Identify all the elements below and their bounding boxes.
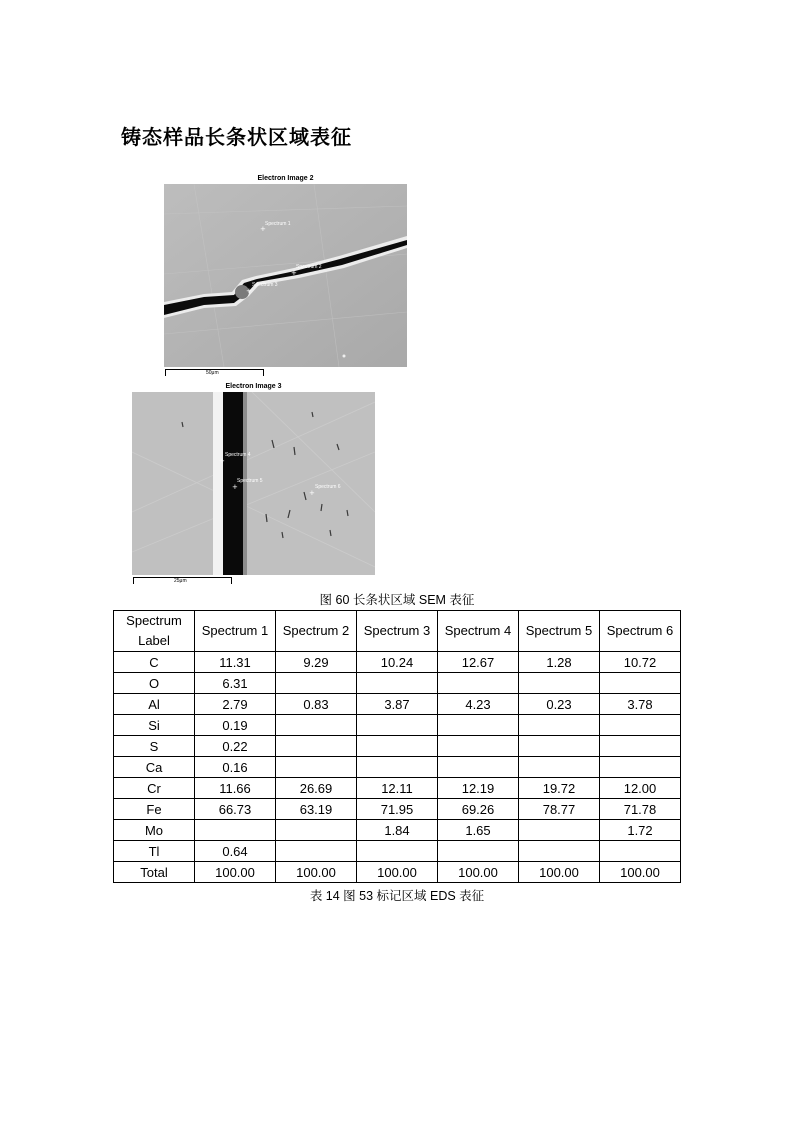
table-cell (438, 673, 519, 694)
table-cell: 2.79 (195, 694, 276, 715)
table-cell (357, 757, 438, 778)
table-cell: 6.31 (195, 673, 276, 694)
table-cell (600, 673, 681, 694)
table-cell: 11.31 (195, 652, 276, 673)
table-cell: 78.77 (519, 799, 600, 820)
element-label-cell: Ca (114, 757, 195, 778)
table-cell: 12.11 (357, 778, 438, 799)
element-label-cell: O (114, 673, 195, 694)
table-cell (276, 715, 357, 736)
spectrum-label: Spectrum 5 (237, 478, 263, 484)
table-cell (438, 715, 519, 736)
table-cell: 69.26 (438, 799, 519, 820)
spectrum-marker: + (260, 225, 266, 233)
table-cell: 66.73 (195, 799, 276, 820)
table-cell: 10.72 (600, 652, 681, 673)
spectrum-label: Spectrum 4 (225, 452, 251, 458)
table-row (114, 715, 681, 736)
table-cell: 19.72 (519, 778, 600, 799)
table-cell (195, 820, 276, 841)
spectrum-marker: + (246, 287, 252, 295)
table-cell: 12.19 (438, 778, 519, 799)
table-cell: 100.00 (600, 862, 681, 883)
spectrum-label: Spectrum 2 (296, 264, 322, 270)
spectrum-marker: + (232, 483, 238, 491)
table-cell (600, 757, 681, 778)
header-cell: Spectrum 4 (438, 611, 519, 652)
sem-image-title: Electron Image 2 (257, 175, 314, 182)
table-cell (519, 715, 600, 736)
element-label-cell: Si (114, 715, 195, 736)
table-cell: 1.65 (438, 820, 519, 841)
table-cell: 100.00 (276, 862, 357, 883)
table-cell (600, 841, 681, 862)
table-row (114, 736, 681, 757)
table-cell: 3.78 (600, 694, 681, 715)
table-cell: 100.00 (438, 862, 519, 883)
scale-label: 50μm (206, 370, 219, 376)
table-cell: 26.69 (276, 778, 357, 799)
table-cell: 0.23 (519, 694, 600, 715)
element-label-cell: Tl (114, 841, 195, 862)
table-cell (438, 841, 519, 862)
table-row (114, 799, 681, 820)
table-cell: 1.72 (600, 820, 681, 841)
table-row (114, 841, 681, 862)
table-cell: 0.22 (195, 736, 276, 757)
element-label-cell: Total (114, 862, 195, 883)
spectrum-label: Spectrum 3 (252, 282, 278, 288)
table-cell (357, 841, 438, 862)
table-cell (276, 736, 357, 757)
table-cell (519, 820, 600, 841)
table-cell: 71.95 (357, 799, 438, 820)
sem-image-title: Electron Image 3 (225, 383, 282, 390)
table-cell: 0.83 (276, 694, 357, 715)
table-cell: 100.00 (357, 862, 438, 883)
table-row (114, 820, 681, 841)
section-heading: 铸态样品长条状区域表征 (121, 125, 352, 149)
header-cell: Spectrum Label (114, 611, 195, 652)
table-row (114, 757, 681, 778)
table-cell: 1.28 (519, 652, 600, 673)
table-cell: 0.16 (195, 757, 276, 778)
header-cell: Spectrum 2 (276, 611, 357, 652)
element-label-cell: S (114, 736, 195, 757)
table-cell: 12.00 (600, 778, 681, 799)
element-label-cell: Fe (114, 799, 195, 820)
table-cell (276, 820, 357, 841)
table-caption: 表 14 图 53 标记区域 EDS 表征 (309, 889, 485, 903)
element-label-cell: Al (114, 694, 195, 715)
table-row (114, 778, 681, 799)
table-cell: 63.19 (276, 799, 357, 820)
spectrum-label: Spectrum 6 (315, 484, 341, 490)
table-cell: 11.66 (195, 778, 276, 799)
table-cell: 0.19 (195, 715, 276, 736)
table-row (114, 862, 681, 883)
sem-micrograph (164, 184, 407, 367)
table-cell (357, 736, 438, 757)
table-cell: 1.84 (357, 820, 438, 841)
table-cell (519, 673, 600, 694)
table-cell (600, 736, 681, 757)
table-cell: 71.78 (600, 799, 681, 820)
element-label-cell: Mo (114, 820, 195, 841)
spectrum-marker: + (291, 269, 297, 277)
eds-table (113, 610, 681, 883)
table-cell: 9.29 (276, 652, 357, 673)
table-cell (438, 757, 519, 778)
table-cell: 4.23 (438, 694, 519, 715)
table-cell (276, 673, 357, 694)
table-cell: 0.64 (195, 841, 276, 862)
element-label-cell: C (114, 652, 195, 673)
table-cell: 3.87 (357, 694, 438, 715)
table-cell: 100.00 (519, 862, 600, 883)
table-cell: 100.00 (195, 862, 276, 883)
table-row (114, 652, 681, 673)
table-row (114, 673, 681, 694)
table-cell (357, 715, 438, 736)
figure-caption: 图 60 长条状区域 SEM 表征 (319, 593, 475, 607)
header-cell: Spectrum 3 (357, 611, 438, 652)
header-cell: Spectrum 1 (195, 611, 276, 652)
table-cell (600, 715, 681, 736)
table-cell (519, 736, 600, 757)
table-cell (276, 757, 357, 778)
table-cell (276, 841, 357, 862)
spectrum-label: Spectrum 1 (265, 221, 291, 227)
table-cell (438, 736, 519, 757)
table-header-row (114, 611, 681, 652)
spectrum-marker: + (219, 457, 225, 465)
table-cell: 12.67 (438, 652, 519, 673)
header-cell: Spectrum 5 (519, 611, 600, 652)
element-label-cell: Cr (114, 778, 195, 799)
header-cell: Spectrum 6 (600, 611, 681, 652)
table-cell (357, 673, 438, 694)
spectrum-marker: + (309, 489, 315, 497)
table-cell: 10.24 (357, 652, 438, 673)
scale-label: 25μm (174, 578, 187, 584)
table-row (114, 694, 681, 715)
table-cell (519, 757, 600, 778)
table-cell (519, 841, 600, 862)
